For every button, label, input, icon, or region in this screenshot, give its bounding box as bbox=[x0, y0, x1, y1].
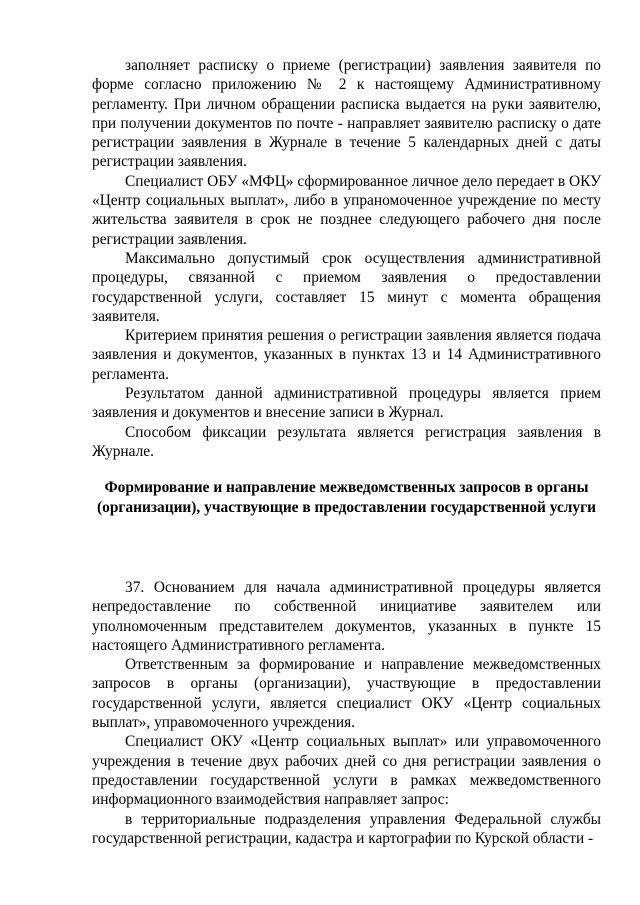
paragraph-rosreestr: в территориальные подразделения управления Федеральной службы государственной регистрации, кадастра и картографии по Курской области - bbox=[92, 810, 601, 847]
paragraph-decision-criterion: Критерием принятия решения о регистрации заявления является подача заявления и документов, указанных в пунктах 13 и 14 Административного регламента. bbox=[92, 327, 601, 383]
section-heading: Формирование и направление межведомственных запросов в органы (организации), участвующие в предоставлении государственной услуги bbox=[97, 479, 596, 516]
paragraph-specialist-request: Специалист ОКУ «Центр социальных выплат» или управомоченного учреждения в течение двух рабочих дней со дня регистрации заявления о предоставлении государственной услуги в рамках межведомственного информационного взаимодействия направляет запрос: bbox=[92, 733, 601, 809]
paragraph-37-basis: 37. Основанием для начала административной процедуры является непредоставление по собственной инициативе заявителем или уполномоченным представителем документов, указанных в пункте 15 настоящего Административного регламента. bbox=[92, 579, 601, 654]
paragraph-responsible: Ответственным за формирование и направление межведомственных запросов в органы (организации), участвующие в предоставлении государственной услуги, является специалист ОКУ «Центр социальных выплат», управомоченного учреждения. bbox=[92, 656, 601, 732]
paragraph-fixation: Способом фиксации результата является регистрация заявления в Журнале. bbox=[92, 423, 601, 460]
paragraph-max-duration: Максимально допустимый срок осуществления административной процедуры, связанной с приемом заявления о предоставлении государственной услуги, составляет 15 минут с момента обращения заявителя. bbox=[92, 249, 601, 325]
paragraph-mfc-transfer: Специалист ОБУ «МФЦ» сформированное личное дело передает в ОКУ «Центр социальных выплат», либо в упраномоченное учреждение по месту жительства заявителя в срок не позднее следующего рабочего дня после регистрации заявления. bbox=[92, 172, 601, 248]
paragraph-receipt: заполняет расписку о приеме (регистрации) заявления заявителя по форме согласно приложению № 2 к настоящему Административному регламенту. При личном обращении расписка выдается на руки заявителю, при получении документов по почте - направляет заявителю расписку о дате регистрации заявления в Журнале в течение 5 календарных дней с даты регистрации заявления. bbox=[92, 57, 601, 171]
paragraph-result: Результатом данной административной процедуры является прием заявления и документов и внесение записи в Журнал. bbox=[92, 385, 601, 422]
text-block-top bbox=[92, 56, 601, 461]
text-block-bottom bbox=[92, 578, 601, 848]
